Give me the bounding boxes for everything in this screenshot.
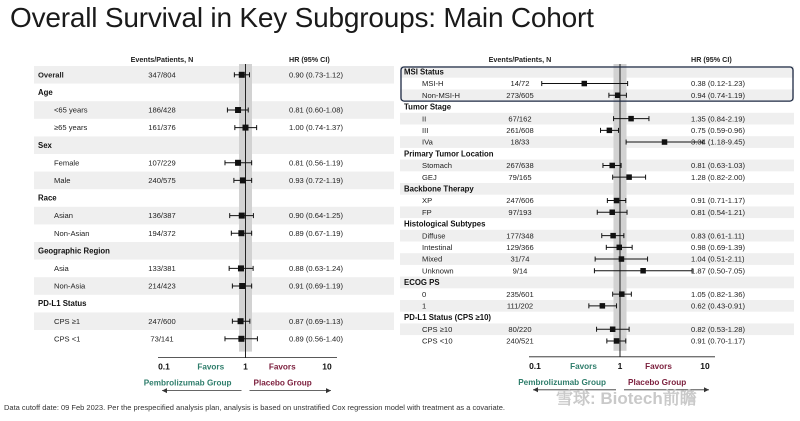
hr-point bbox=[607, 128, 613, 134]
events-value: 240/521 bbox=[506, 336, 534, 346]
hr-value: 0.98 (0.69-1.39) bbox=[691, 242, 746, 252]
favors-right-arrowhead bbox=[326, 388, 331, 393]
events-value: 129/366 bbox=[506, 242, 534, 252]
subgroup-label: Intestinal bbox=[422, 242, 453, 252]
events-value: 80/220 bbox=[508, 324, 532, 334]
subgroup-header: Race bbox=[38, 193, 57, 203]
hr-value: 0.91 (0.70-1.17) bbox=[691, 336, 746, 346]
subgroup-header: PD-L1 Status bbox=[38, 299, 87, 309]
hr-point bbox=[626, 174, 632, 180]
hr-value: 1.00 (0.74-1.37) bbox=[289, 123, 344, 133]
events-value: 261/608 bbox=[506, 125, 534, 135]
hr-point bbox=[609, 210, 615, 216]
hr-column-header: HR (95% CI) bbox=[289, 55, 330, 64]
hr-point bbox=[239, 213, 245, 219]
hr-point bbox=[617, 245, 623, 251]
hr-value: 0.81 (0.63-1.03) bbox=[691, 161, 746, 171]
subgroup-label: Male bbox=[54, 176, 71, 185]
forest-plot-additional-subgroups bbox=[400, 44, 794, 387]
subgroup-label: 0 bbox=[422, 289, 427, 299]
hr-point bbox=[628, 116, 634, 122]
events-value: 111/202 bbox=[506, 301, 534, 311]
favors-left-group: Pembrolizumab Group bbox=[518, 377, 606, 387]
events-value: 186/428 bbox=[148, 105, 176, 115]
events-value: 247/606 bbox=[506, 196, 534, 206]
events-value: 347/804 bbox=[148, 70, 176, 80]
favors-right-group: Placebo Group bbox=[253, 378, 312, 388]
subgroup-label: II bbox=[422, 114, 427, 124]
hr-point bbox=[609, 163, 615, 169]
favors-left-arrowhead bbox=[533, 387, 538, 392]
events-value: 247/600 bbox=[148, 316, 176, 326]
favors-left-label: Favors bbox=[570, 361, 597, 371]
events-value: 107/229 bbox=[148, 158, 176, 168]
subgroup-header: Primary Tumor Location bbox=[404, 149, 494, 159]
hr-point bbox=[239, 72, 245, 78]
hr-point bbox=[600, 303, 606, 309]
events-value: 240/575 bbox=[148, 176, 176, 185]
hr-value: 0.93 (0.72-1.19) bbox=[289, 176, 344, 185]
hr-value: 0.75 (0.59-0.96) bbox=[691, 125, 746, 135]
subgroup-label: GEJ bbox=[422, 172, 437, 182]
subgroup-label: MSI-H bbox=[422, 79, 444, 89]
events-column-header: Events/Patients, N bbox=[130, 55, 194, 64]
x-tick-label: 10 bbox=[700, 360, 710, 371]
subgroup-label: Non-Asia bbox=[54, 281, 86, 291]
subgroup-label: Non-Asian bbox=[54, 228, 90, 238]
row-background bbox=[400, 66, 794, 78]
hr-point bbox=[619, 291, 625, 297]
hr-value: 0.90 (0.73-1.12) bbox=[289, 70, 344, 80]
hr-point bbox=[614, 338, 620, 344]
subgroup-header: Age bbox=[38, 88, 53, 97]
events-value: 267/638 bbox=[506, 161, 534, 171]
subgroup-header: Geographic Region bbox=[38, 246, 110, 256]
forest-plot-right-svg bbox=[400, 44, 794, 387]
hr-value: 0.89 (0.67-1.19) bbox=[289, 228, 344, 238]
subgroup-header: ECOG PS bbox=[404, 278, 440, 288]
subgroup-label: FP bbox=[422, 207, 432, 217]
hr-value: 0.82 (0.53-1.28) bbox=[691, 324, 746, 334]
subgroup-label: CPS ≥1 bbox=[54, 316, 81, 326]
hr-value: 1.35 (0.84-2.19) bbox=[691, 114, 746, 124]
events-value: 273/605 bbox=[506, 90, 534, 100]
events-value: 9/14 bbox=[512, 266, 528, 276]
hr-value: 1.87 (0.50-7.05) bbox=[691, 266, 746, 276]
favors-left-arrowhead bbox=[162, 388, 167, 393]
subgroup-label: <65 years bbox=[54, 105, 88, 115]
hr-value: 1.05 (0.82-1.36) bbox=[691, 289, 746, 299]
hr-value: 0.94 (0.74-1.19) bbox=[691, 90, 746, 100]
x-tick-label: 1 bbox=[617, 360, 623, 371]
hr-value: 1.04 (0.51-2.11) bbox=[691, 254, 745, 264]
subgroup-label: CPS ≥10 bbox=[422, 324, 453, 334]
watermark: 雪球: Biotech前瞻 bbox=[556, 389, 697, 408]
row-background bbox=[400, 277, 794, 289]
events-value: 73/141 bbox=[150, 334, 174, 344]
events-value: 79/165 bbox=[508, 172, 532, 182]
hr-point bbox=[640, 268, 646, 274]
x-tick-label: 0.1 bbox=[158, 361, 170, 372]
favors-right-group: Placebo Group bbox=[628, 377, 687, 387]
hr-point bbox=[235, 107, 241, 113]
subgroup-label: Asian bbox=[54, 211, 73, 221]
favors-left-group: Pembrolizumab Group bbox=[143, 378, 232, 388]
events-value: 67/162 bbox=[508, 114, 532, 124]
hr-value: 0.81 (0.60-1.08) bbox=[289, 105, 344, 115]
page-title: Overall Survival in Key Subgroups: Main Cohort bbox=[10, 2, 594, 33]
forest-plot-left-svg bbox=[34, 44, 394, 388]
hr-value: 0.62 (0.43-0.91) bbox=[691, 301, 746, 311]
x-tick-label: 10 bbox=[322, 361, 332, 372]
hr-value: 0.87 (0.69-1.13) bbox=[289, 316, 344, 326]
hr-value: 0.83 (0.61-1.11) bbox=[691, 231, 745, 241]
hr-value: 0.90 (0.64-1.25) bbox=[289, 211, 344, 221]
subgroup-label: Diffuse bbox=[422, 231, 446, 241]
subgroup-label: Asia bbox=[54, 264, 69, 273]
events-value: 194/372 bbox=[148, 228, 176, 238]
subgroup-label: Stomach bbox=[422, 161, 452, 171]
subgroup-header: PD-L1 Status (CPS ≥10) bbox=[404, 313, 492, 323]
footnote: Data cutoff date: 09 Feb 2023. Per the prespecified analysis plan, analysis is based on unstratified Cox regression model with treatment as a covariate. bbox=[4, 403, 505, 412]
subgroup-header: MSI Status bbox=[404, 67, 444, 77]
subgroup-label: Overall bbox=[38, 70, 64, 80]
subgroup-label: CPS <1 bbox=[54, 334, 81, 344]
hr-point bbox=[238, 318, 244, 324]
hr-value: 3.34 (1.18-9.45) bbox=[691, 137, 746, 147]
hr-point bbox=[615, 93, 621, 99]
hr-value: 0.81 (0.56-1.19) bbox=[289, 158, 344, 168]
hr-point bbox=[619, 256, 625, 262]
favors-right-arrowhead bbox=[704, 387, 709, 392]
x-tick-label: 1 bbox=[243, 361, 248, 372]
subgroup-label: IVa bbox=[422, 137, 433, 147]
forest-plot-main-subgroups bbox=[34, 44, 394, 388]
favors-left-label: Favors bbox=[197, 362, 225, 372]
events-column-header: Events/Patients, N bbox=[488, 55, 552, 64]
hr-point bbox=[238, 230, 244, 236]
subgroup-label: III bbox=[422, 125, 429, 135]
hr-value: 1.28 (0.82-2.00) bbox=[691, 172, 746, 182]
subgroup-header: Histological Subtypes bbox=[404, 219, 486, 229]
hr-point bbox=[614, 198, 620, 204]
hr-point bbox=[610, 233, 616, 239]
subgroup-label: Non-MSI-H bbox=[422, 90, 460, 100]
events-value: 235/601 bbox=[506, 289, 534, 299]
subgroup-header: Sex bbox=[38, 140, 52, 150]
events-value: 133/381 bbox=[148, 264, 176, 273]
row-background bbox=[34, 136, 394, 154]
subgroup-header: Backbone Therapy bbox=[404, 184, 474, 194]
hr-point bbox=[238, 265, 244, 271]
events-value: 177/348 bbox=[506, 231, 534, 241]
events-value: 136/387 bbox=[148, 211, 176, 221]
hr-column-header: HR (95% CI) bbox=[691, 55, 732, 64]
hr-value: 0.88 (0.63-1.24) bbox=[289, 264, 344, 273]
events-value: 14/72 bbox=[510, 79, 530, 89]
hr-point bbox=[662, 139, 668, 145]
hr-point bbox=[610, 327, 616, 333]
events-value: 97/193 bbox=[508, 207, 532, 217]
hr-point bbox=[235, 160, 241, 166]
hr-point bbox=[239, 283, 245, 289]
subgroup-header: Tumor Stage bbox=[404, 102, 452, 112]
subgroup-label: CPS <10 bbox=[422, 336, 453, 346]
events-value: 214/423 bbox=[148, 281, 176, 291]
favors-right-label: Favors bbox=[645, 361, 672, 371]
subgroup-label: 1 bbox=[422, 301, 427, 311]
events-value: 161/376 bbox=[148, 123, 176, 133]
events-value: 18/33 bbox=[510, 137, 530, 147]
subgroup-label: ≥65 years bbox=[54, 123, 88, 133]
hr-point bbox=[243, 125, 249, 131]
hr-point bbox=[240, 177, 246, 183]
x-tick-label: 0.1 bbox=[529, 360, 541, 371]
subgroup-label: Unknown bbox=[422, 266, 454, 276]
hr-value: 0.91 (0.71-1.17) bbox=[691, 196, 746, 206]
hr-value: 0.81 (0.54-1.21) bbox=[691, 207, 746, 217]
events-value: 31/74 bbox=[510, 254, 530, 264]
favors-right-label: Favors bbox=[268, 362, 296, 372]
subgroup-label: Mixed bbox=[422, 254, 443, 264]
hr-point bbox=[582, 81, 588, 87]
hr-point bbox=[238, 336, 244, 342]
hr-value: 0.91 (0.69-1.19) bbox=[289, 281, 344, 291]
hr-value: 0.38 (0.12-1.23) bbox=[691, 79, 746, 89]
subgroup-label: XP bbox=[422, 196, 433, 206]
hr-value: 0.89 (0.56-1.40) bbox=[289, 334, 344, 344]
subgroup-label: Female bbox=[54, 158, 80, 168]
